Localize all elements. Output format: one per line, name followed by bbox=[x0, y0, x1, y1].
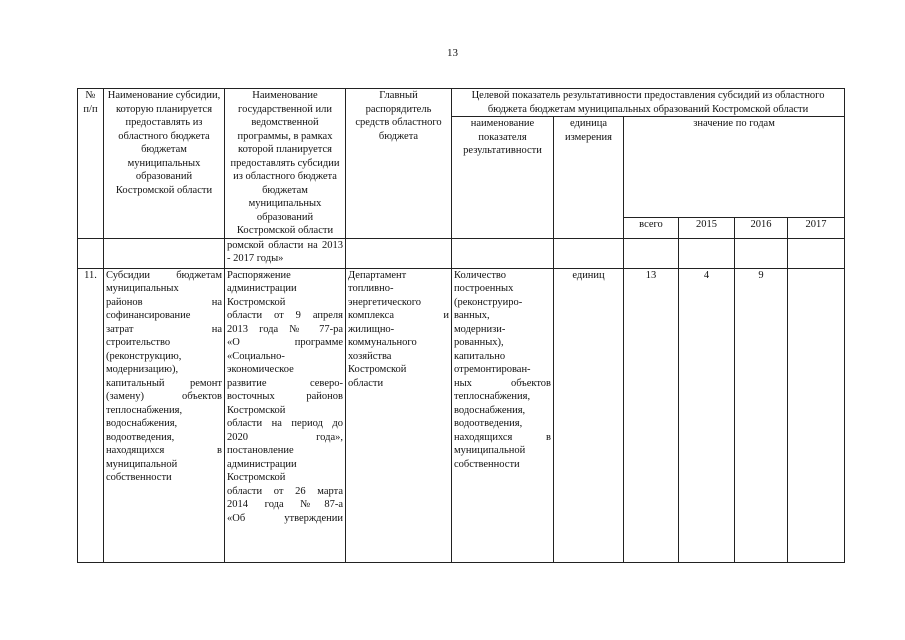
program-line: Костромской bbox=[227, 472, 286, 483]
indicator-line: находящихся в bbox=[454, 431, 551, 443]
manager-line: жилищно- bbox=[348, 323, 395, 335]
program-line: Костромской bbox=[227, 296, 286, 308]
row11-unit: единиц bbox=[554, 268, 624, 562]
indicator-line: Количество bbox=[454, 269, 507, 281]
program-line: области от 26 марта bbox=[227, 485, 343, 497]
row11-total: 13 bbox=[624, 268, 679, 562]
subsidy-line: строительство bbox=[106, 337, 171, 348]
page-number: 13 bbox=[447, 47, 458, 59]
row11-program bbox=[225, 268, 346, 562]
program-line: экономическое bbox=[227, 364, 294, 375]
row11-indicator-lines bbox=[454, 269, 551, 472]
row11-num: 11. bbox=[78, 268, 104, 562]
row11-manager-lines bbox=[348, 269, 449, 391]
program-line: 2020 года», bbox=[227, 431, 343, 443]
header-program-name: Наименование государственной или ведомственной программы, в рамках которой планируется предоставлять субсидии из областного бюджета бюджетам муниципальных образований Костромской области bbox=[225, 89, 346, 239]
header-unit: единица измерения bbox=[554, 117, 624, 239]
indicator-line: (реконструиро- bbox=[454, 296, 523, 308]
header-total: всего bbox=[624, 217, 679, 238]
subsidy-line: (замену) объектов bbox=[106, 391, 222, 402]
row11-value-2017 bbox=[788, 268, 845, 562]
indicator-line: муниципальной bbox=[454, 445, 526, 456]
cont-num bbox=[78, 238, 104, 268]
header-values-by-year: значение по годам bbox=[624, 117, 845, 218]
cont-2017 bbox=[788, 238, 845, 268]
cont-manager bbox=[346, 238, 452, 268]
indicator-line: теплоснабжения, bbox=[454, 391, 531, 402]
indicator-line: модернизи- bbox=[454, 323, 506, 335]
program-line: области от 9 апреля bbox=[227, 310, 343, 321]
cont-program-tail: ромской области на 2013 - 2017 годы» bbox=[225, 238, 346, 268]
cont-indicator bbox=[452, 238, 554, 268]
subsidy-line: районов на bbox=[106, 296, 222, 308]
program-line: Распоряжение bbox=[227, 269, 291, 281]
program-line: Костромской bbox=[227, 404, 286, 416]
indicator-line: отремонтирован- bbox=[454, 364, 531, 375]
row11-program-lines bbox=[227, 269, 343, 526]
program-line: «Об утверждении bbox=[227, 512, 343, 524]
subsidy-line: модернизацию), bbox=[106, 364, 179, 375]
header-indicator-name: наименование показателя результативности bbox=[452, 117, 554, 239]
program-line: 2014 года №87-а bbox=[227, 499, 343, 510]
row11-value-2016: 9 bbox=[735, 268, 788, 562]
manager-line: Департамент bbox=[348, 269, 407, 281]
manager-line: комплекса и bbox=[348, 310, 449, 321]
subsidy-line: капитальный ремонт bbox=[106, 377, 222, 389]
subsidy-line: теплоснабжения, bbox=[106, 404, 183, 416]
indicator-line: водоснабжения, bbox=[454, 404, 526, 416]
header-manager: Главный распорядитель средств областного бюджета bbox=[346, 89, 452, 239]
header-target-indicator: Целевой показатель результативности предоставления субсидий из областного бюджета бюджетам муниципальных образований Костромской области bbox=[452, 89, 845, 117]
manager-line: Костромской bbox=[348, 364, 407, 375]
program-line: администрации bbox=[227, 283, 297, 294]
cont-total bbox=[624, 238, 679, 268]
manager-line: топливно- bbox=[348, 283, 394, 294]
program-line: развитие северо- bbox=[227, 377, 343, 389]
program-line: 2013 года № 77-ра bbox=[227, 323, 343, 335]
header-num: № п/п bbox=[78, 89, 104, 239]
subsidy-line: затрат на bbox=[106, 323, 222, 335]
row11-subsidy bbox=[104, 268, 225, 562]
program-line: восточных районов bbox=[227, 391, 343, 402]
indicator-line: рованных), bbox=[454, 337, 504, 348]
manager-line: области bbox=[348, 377, 384, 389]
subsidy-line: (реконструкцию, bbox=[106, 350, 182, 362]
header-year-2015: 2015 bbox=[679, 217, 735, 238]
program-line: «Социально- bbox=[227, 350, 285, 362]
row11-subsidy-lines bbox=[106, 269, 222, 485]
subsidy-line: Субсидии бюджетам bbox=[106, 269, 222, 281]
subsidy-table bbox=[77, 88, 845, 563]
header-subsidy-name: Наименование субсидии, которую планируется предоставлять из областного бюджета бюджетам муниципальных образований Костромской области bbox=[104, 89, 225, 239]
subsidy-line: муниципальной bbox=[106, 458, 178, 470]
subsidy-line: софинансирование bbox=[106, 310, 191, 321]
cont-2015 bbox=[679, 238, 735, 268]
indicator-line: построенных bbox=[454, 283, 514, 294]
indicator-line: ванных, bbox=[454, 310, 490, 321]
manager-line: энергетического bbox=[348, 296, 422, 308]
row11-indicator bbox=[452, 268, 554, 562]
header-year-2017: 2017 bbox=[788, 217, 845, 238]
subsidy-line: водоотведения, bbox=[106, 431, 175, 443]
program-line: «О программе bbox=[227, 337, 343, 348]
cont-subsidy bbox=[104, 238, 225, 268]
program-line: области на период до bbox=[227, 418, 343, 429]
indicator-line: водоотведения, bbox=[454, 418, 523, 429]
program-line: администрации bbox=[227, 458, 297, 470]
manager-line: коммунального bbox=[348, 337, 417, 348]
row11-value-2015: 4 bbox=[679, 268, 735, 562]
indicator-line: капитально bbox=[454, 350, 506, 362]
header-year-2016: 2016 bbox=[735, 217, 788, 238]
row11-manager bbox=[346, 268, 452, 562]
cont-unit bbox=[554, 238, 624, 268]
subsidy-line: муниципальных bbox=[106, 283, 179, 294]
indicator-line: ных объектов bbox=[454, 377, 551, 389]
indicator-line: собственности bbox=[454, 458, 520, 470]
subsidy-line: водоснабжения, bbox=[106, 418, 178, 429]
subsidy-line: находящихся в bbox=[106, 445, 222, 456]
cont-2016 bbox=[735, 238, 788, 268]
program-line: постановление bbox=[227, 445, 294, 456]
subsidy-line: собственности bbox=[106, 472, 172, 483]
manager-line: хозяйства bbox=[348, 350, 392, 362]
